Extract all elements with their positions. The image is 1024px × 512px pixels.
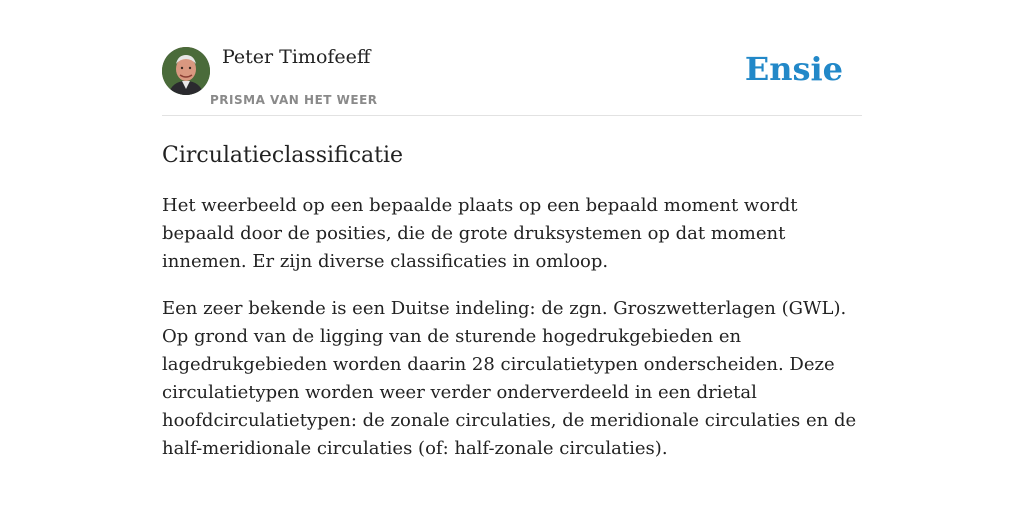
article-header: [162, 40, 862, 116]
article-card: [162, 40, 862, 481]
author-name[interactable]: Peter Timofeeff: [222, 46, 371, 68]
article-title: Circulatieclassificatie: [162, 143, 404, 168]
publication-label[interactable]: PRISMA VAN HET WEER: [210, 93, 378, 107]
article-paragraph-1: Het weerbeeld op een bepaalde plaats op een bepaald moment wordt bepaald door de posities, die de grote druksystemen op dat moment innemen. Er zijn diverse classificaties in omloop.: [162, 195, 798, 272]
brand-logo[interactable]: Ensie: [744, 50, 843, 88]
author-avatar[interactable]: [162, 47, 210, 95]
article-paragraph-2: Een zeer bekende is een Duitse indeling: de zgn. Groszwetterlagen (GWL). Op grond van de ligging van de sturende hogedrukgebieden en lagedrukgebieden worden daarin 28 circulatietypen onderscheiden. Deze circulatietypen worden weer verder onderverdeeld in een drietal hoofdcirculatietypen: de zonale circulaties, de meridionale circulaties en de half-meridionale circulaties (of: half-zonale circulaties).: [162, 298, 857, 459]
